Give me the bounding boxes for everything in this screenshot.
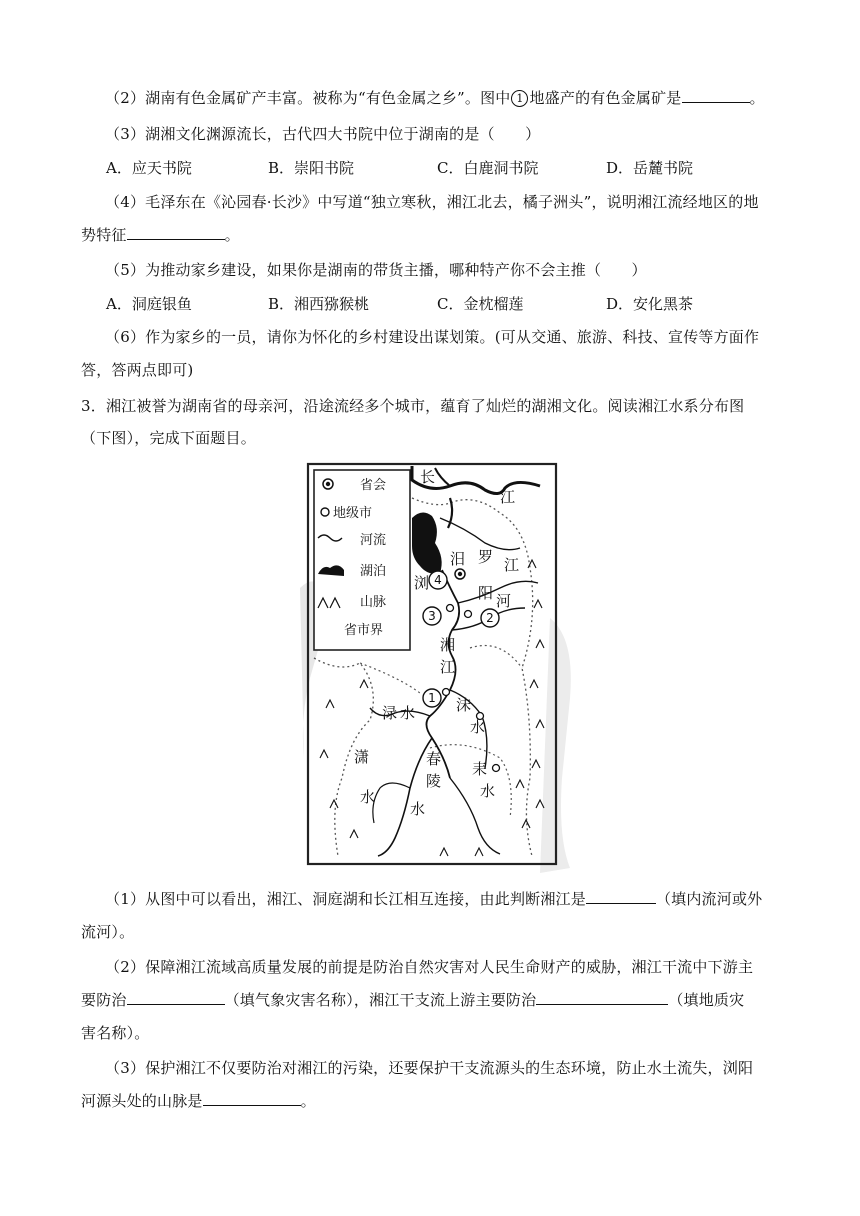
label-he: 河 <box>496 592 512 610</box>
q2-sub3: （3）湖湘文化渊源流长，古代四大书院中位于湖南的是（ ） <box>105 125 541 143</box>
option-a[interactable]: A．洞庭银鱼 <box>106 295 192 313</box>
q3-sub1-line1: （1）从图中可以看出，湘江、洞庭湖和长江相互连接，由此判断湘江是 （填内流河或外 <box>105 890 763 908</box>
q3-sub3-line2: 河源头处的山脉是 。 <box>81 1092 316 1110</box>
legend-city: 地级市 <box>333 506 373 521</box>
label-mi: 汨 <box>450 550 466 568</box>
xiangjiang-map <box>300 458 580 876</box>
option-c[interactable]: C．白鹿洞书院 <box>437 159 539 177</box>
label-yang: 阳 <box>478 584 494 602</box>
label-xiao: 潇 <box>354 748 370 766</box>
q2-sub5: （5）为推动家乡建设，如果你是湖南的带货主播，哪种特产你不会主推（ ） <box>105 261 647 279</box>
legend-capital: 省会 <box>360 478 387 493</box>
marker-3: 3 <box>428 609 436 623</box>
answer-blank[interactable] <box>203 1091 301 1106</box>
legend-boundary: 省市界 <box>344 623 384 638</box>
label-ling: 陵 <box>426 772 442 790</box>
q2-sub6-line1: （6）作为家乡的一员，请你为怀化的乡村建设出谋划策。(可从交通、旅游、科技、宣传等方面作 <box>105 328 760 346</box>
answer-blank[interactable] <box>127 225 225 240</box>
label-jiang: 江 <box>500 488 516 506</box>
answer-blank[interactable] <box>127 990 225 1005</box>
q3-sub2-line2: 要防治 （填气象灾害名称），湘江干支流上游主要防治 （填地质灾 <box>81 991 745 1009</box>
label-jiang-3: 江 <box>440 658 456 676</box>
label-chun: 春 <box>426 750 442 768</box>
q3-sub2-line1: （2）保障湘江流域高质量发展的前提是防治自然灾害对人民生命财产的威胁，湘江干流中下游主 <box>105 958 754 976</box>
q2-sub4-line2: 势特征 。 <box>81 226 240 244</box>
label-xiang: 湘 <box>440 636 456 654</box>
q2-sub6-line2: 答，答两点即可) <box>81 361 194 379</box>
label-lu: 渌 <box>382 704 398 722</box>
marker-4: 4 <box>434 573 442 587</box>
label-jiang-2: 江 <box>504 556 520 574</box>
answer-blank[interactable] <box>682 88 750 103</box>
option-b[interactable]: B．湘西猕猴桃 <box>268 295 370 313</box>
label-chang: 长 <box>420 468 436 486</box>
label-shui: 水 <box>400 704 416 722</box>
marker-1: 1 <box>428 691 436 705</box>
label-shui-5: 水 <box>480 782 496 800</box>
map-svg <box>300 458 580 876</box>
label-shui-2: 水 <box>470 718 486 736</box>
legend-lake: 湖泊 <box>360 564 387 579</box>
label-lei: 耒 <box>472 760 488 778</box>
label-liu: 浏 <box>414 574 430 592</box>
q2-sub2: （2）湖南有色金属矿产丰富。被称为“有色金属之乡”。图中 1 地盛产的有色金属矿是 。 <box>105 89 765 107</box>
answer-blank[interactable] <box>586 889 656 904</box>
option-d[interactable]: D．岳麓书院 <box>606 159 694 177</box>
q3-sub3-line1: （3）保护湘江不仅要防治对湘江的污染，还要保护干支流源头的生态环境，防止水土流失，浏阳 <box>105 1059 754 1077</box>
q3-sub2-line3: 害名称）。 <box>81 1024 150 1042</box>
legend-river: 河流 <box>360 533 387 548</box>
label-shui-4: 水 <box>360 788 376 806</box>
q3-sub1-line2: 流河）。 <box>81 923 135 941</box>
q3-intro-line1: 3．湘江被誉为湖南省的母亲河，沿途流经多个城市，蕴育了灿烂的湖湘文化。阅读湘江水系分布图 <box>81 397 745 415</box>
q2-sub4-line1: （4）毛泽东在《沁园春·长沙》中写道“独立寒秋，湘江北去，橘子洲头”，说明湘江流经地区的地 <box>105 193 759 211</box>
legend-mountain: 山脉 <box>360 595 387 610</box>
option-c[interactable]: C．金枕榴莲 <box>437 295 524 313</box>
map-marker-ref: 1 <box>511 90 528 107</box>
answer-blank[interactable] <box>536 990 668 1005</box>
label-mo: 沫 <box>456 696 472 714</box>
q3-intro-line2: （下图），完成下面题目。 <box>81 429 256 447</box>
option-d[interactable]: D．安化黑茶 <box>606 295 694 313</box>
label-shui-3: 水 <box>410 800 426 818</box>
label-luo: 罗 <box>478 548 494 566</box>
marker-2: 2 <box>486 611 494 625</box>
option-b[interactable]: B．崇阳书院 <box>268 159 355 177</box>
option-a[interactable]: A．应天书院 <box>106 159 192 177</box>
